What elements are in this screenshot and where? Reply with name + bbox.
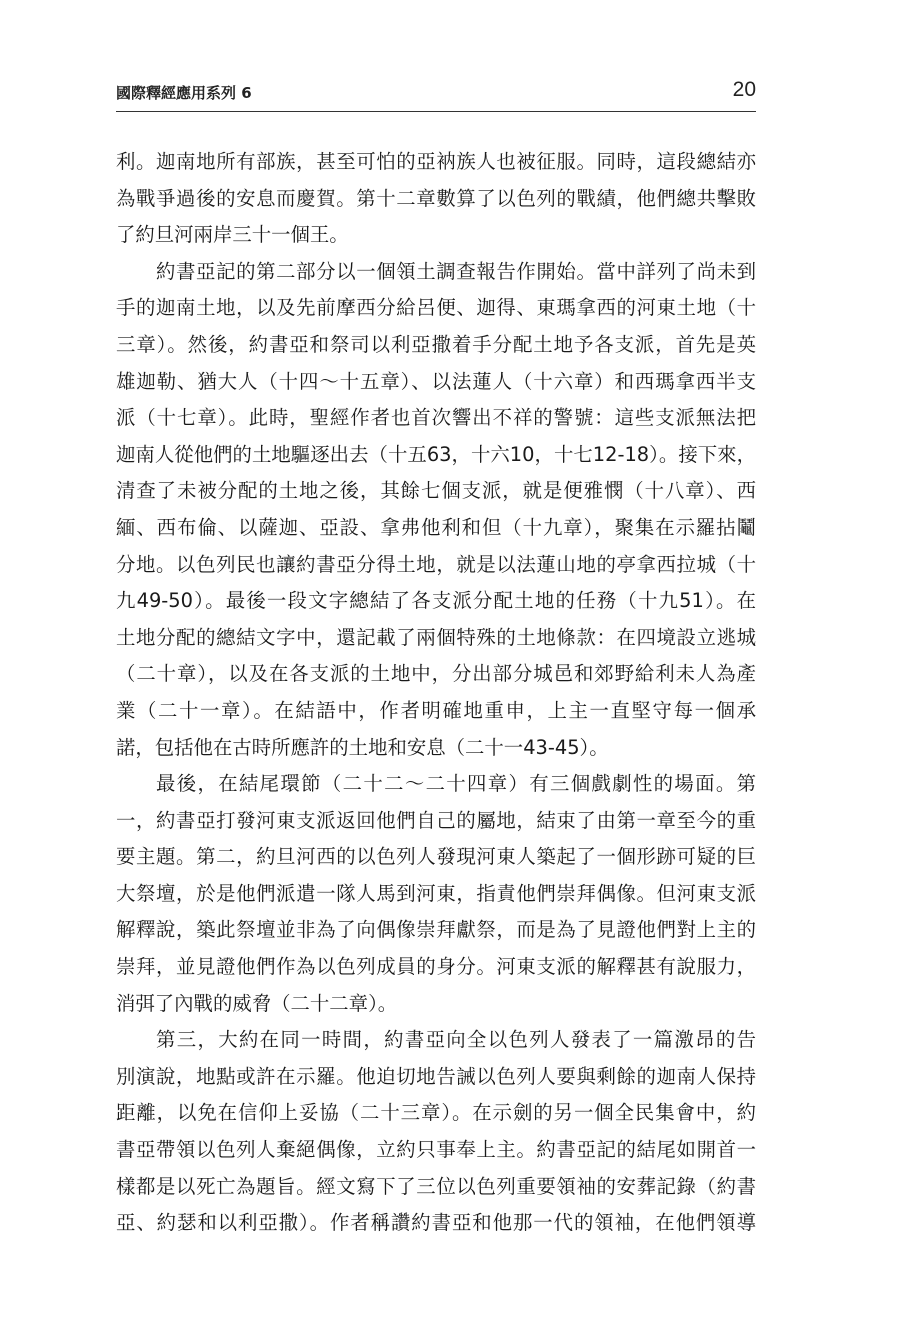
text-line: 分地。以色列民也讓約書亞分得土地，就是以法蓮山地的亭拿西拉城（十 — [116, 552, 756, 576]
text-line: 別演說，地點或許在示羅。他迫切地告誡以色列人要與剩餘的迦南人保持 — [116, 1064, 756, 1088]
text-line: 手的迦南土地，以及先前摩西分給呂便、迦得、東瑪拿西的河東土地（十 — [116, 296, 756, 320]
text-line: 第三，大約在同一時間，約書亞向全以色列人發表了一篇激昂的告 — [156, 1028, 756, 1052]
text-line: 崇拜，並見證他們作為以色列成員的身分。河東支派的解釋甚有說服力， — [116, 955, 756, 979]
text-line: 清查了未被分配的土地之後，其餘七個支派，就是便雅憫（十八章）、西 — [116, 479, 756, 503]
text-line: 九49-50）。最後一段文字總結了各支派分配土地的任務（十九51）。在 — [116, 589, 756, 613]
series-title: 國際釋經應用系列 6 — [116, 84, 252, 102]
text-line: 距離，以免在信仰上妥協（二十三章）。在示劍的另一個全民集會中，約 — [116, 1101, 756, 1125]
header-rule — [116, 111, 756, 112]
text-line: 最後，在結尾環節（二十二～二十四章）有三個戲劇性的場面。第 — [156, 772, 756, 796]
text-line: 業（二十一章）。在結語中，作者明確地重申，上主一直堅守每一個承 — [116, 698, 756, 722]
text-line: 雄迦勒、猶大人（十四～十五章）、以法蓮人（十六章）和西瑪拿西半支 — [116, 369, 756, 393]
text-line: 土地分配的總結文字中，還記載了兩個特殊的土地條款：在四境設立逃城 — [116, 625, 756, 649]
text-line: 諾，包括他在古時所應許的土地和安息（二十一43-45）。 — [116, 735, 609, 759]
text-line: 約書亞記的第二部分以一個領土調查報告作開始。當中詳列了尚未到 — [156, 259, 756, 283]
text-line: 一，約書亞打發河東支派返回他們自己的屬地，結束了由第一章至今的重 — [116, 808, 756, 832]
text-line: 利。迦南地所有部族，甚至可怕的亞衲族人也被征服。同時，這段總結亦 — [116, 150, 756, 173]
text-line: 樣都是以死亡為題旨。經文寫下了三位以色列重要領袖的安葬記錄（約書 — [116, 1174, 756, 1198]
body-text — [116, 144, 756, 1242]
text-line: 亞、約瑟和以利亞撒）。作者稱讚約書亞和他那一代的領袖，在他們領導 — [116, 1211, 756, 1235]
text-line: 大祭壇，於是他們派遣一隊人馬到河東，指責他們崇拜偶像。但河東支派 — [116, 881, 756, 905]
text-line: 緬、西布倫、以薩迦、亞設、拿弗他利和但（十九章），聚集在示羅拈鬮 — [116, 515, 756, 539]
page-number: 20 — [732, 78, 756, 101]
text-line: 書亞帶領以色列人棄絕偶像，立約只事奉上主。約書亞記的結尾如開首一 — [116, 1138, 756, 1162]
text-line: 要主題。第二，約旦河西的以色列人發現河東人築起了一個形跡可疑的巨 — [116, 845, 756, 869]
text-line: 迦南人從他們的土地驅逐出去（十五63，十六10，十七12-18）。接下來， — [116, 442, 756, 466]
text-line: 消弭了內戰的威脅（二十二章）。 — [116, 991, 398, 1015]
text-line: 解釋說，築此祭壇並非為了向偶像崇拜獻祭，而是為了見證他們對上主的 — [116, 918, 756, 942]
text-line: 派（十七章）。此時，聖經作者也首次響出不祥的警號：這些支派無法把 — [116, 406, 756, 430]
text-line: （二十章），以及在各支派的土地中，分出部分城邑和郊野給利未人為產 — [116, 662, 756, 686]
text-line: 為戰爭過後的安息而慶賀。第十二章數算了以色列的戰績，他們總共擊敗 — [116, 186, 756, 210]
text-line: 了約旦河兩岸三十一個王。 — [116, 223, 349, 247]
text-line: 三章）。然後，約書亞和祭司以利亞撒着手分配土地予各支派，首先是英 — [116, 332, 756, 356]
running-header — [116, 78, 756, 110]
